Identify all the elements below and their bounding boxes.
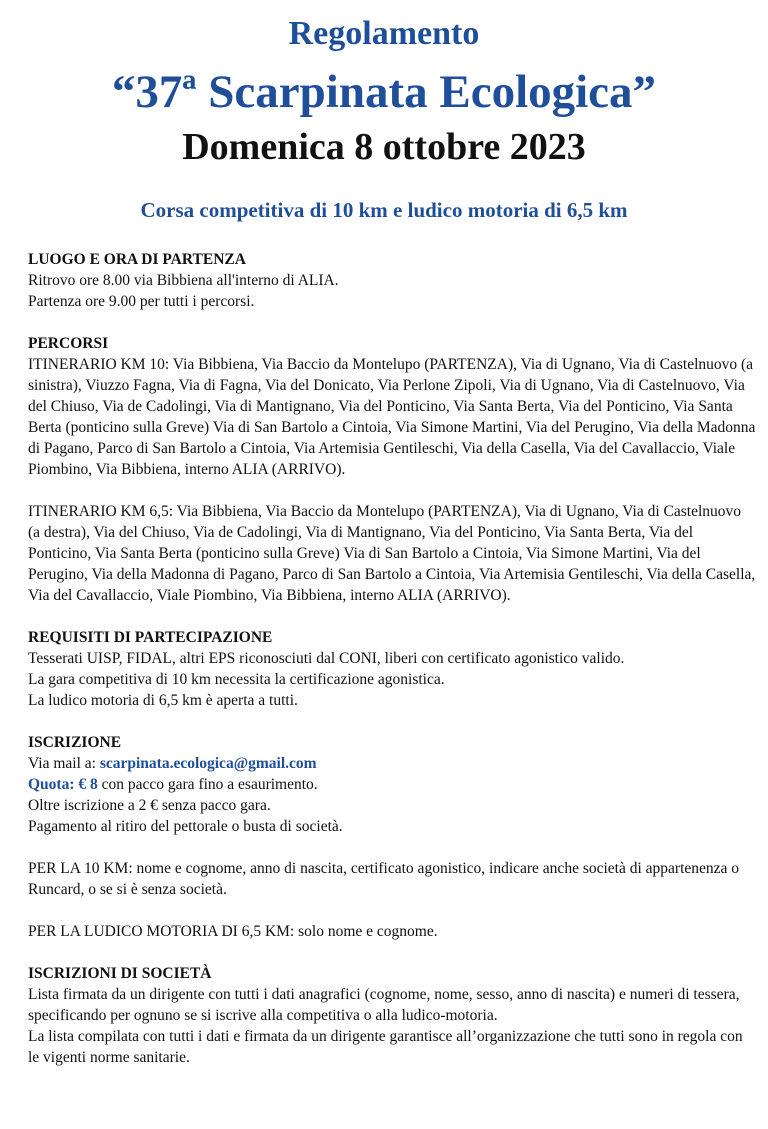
luogo-partenza: Partenza ore 9.00 per tutti i percorsi.: [28, 293, 255, 310]
spacer: [28, 312, 756, 333]
section-requisiti: [28, 627, 756, 711]
iscrizione-per-ludico: PER LA LUDICO MOTORIA DI 6,5 KM: solo nome e cognome.: [28, 923, 438, 940]
spacer: [28, 900, 756, 921]
title-regolamento: Regolamento: [288, 15, 480, 52]
iscrizione-pagamento: Pagamento al ritiro del pettorale o busta di società.: [28, 818, 343, 835]
title-date: Domenica 8 ottobre 2023: [182, 126, 586, 168]
itinerario-km65: ITINERARIO KM 6,5: Via Bibbiena, Via Baccio da Montelupo (PARTENZA), Via di Ugnano, Via di Castelnuovo (a destra), Via del Chiuso, Via de Cadolingi, Via di Mantignano, Via del Ponticino, Via Santa Berta, Via del Ponticino, Via Santa Berta (ponticino sulla Greve) Via di San Bartolo a Cintoia, Via Simone Martini, Via del Perugino, Via della Madonna di Pagano, Parco di San Bartolo a Cintoia, Via Artemisia Gentileschi, Via della Casella, Via del Cavallaccio, Viale Piombino, Via Bibbiena, interno ALIA (ARRIVO).: [28, 503, 756, 604]
subtitle-race-types: Corsa competitiva di 10 km e ludico motoria di 6,5 km: [140, 198, 628, 222]
spacer: [28, 837, 756, 858]
email-link[interactable]: scarpinata.ecologica@gmail.com: [99, 755, 317, 772]
quota-text: con pacco gara fino a esaurimento.: [97, 776, 318, 793]
title-event-name: “37ª Scarpinata Ecologica”: [111, 66, 657, 118]
iscrizione-oltre: Oltre iscrizione a 2 € senza pacco gara.: [28, 797, 271, 814]
heading-percorsi: PERCORSI: [28, 335, 109, 352]
requisiti-competitiva: La gara competitiva di 10 km necessita la certificazione agonistica.: [28, 671, 445, 688]
quota-label: Quota: € 8: [28, 776, 98, 793]
heading-societa: ISCRIZIONI DI SOCIETÀ: [28, 965, 212, 982]
spacer: [28, 606, 756, 627]
spacer: [28, 480, 756, 501]
societa-lista: Lista firmata da un dirigente con tutti i dati anagrafici (cognome, nome, sesso, anno di nascita) e numeri di tessera, specificando per ognuno se si iscrive alla competitiva o alla ludico-motoria.: [28, 986, 740, 1024]
mail-prefix: Via mail a:: [28, 755, 100, 772]
heading-luogo: LUOGO E ORA DI PARTENZA: [28, 251, 246, 268]
spacer: [28, 711, 756, 732]
heading-requisiti: REQUISITI DI PARTECIPAZIONE: [28, 629, 273, 646]
section-societa: [28, 963, 756, 1068]
section-iscrizione: [28, 732, 756, 942]
heading-iscrizione: ISCRIZIONE: [28, 734, 122, 751]
itinerario-km10: ITINERARIO KM 10: Via Bibbiena, Via Baccio da Montelupo (PARTENZA), Via di Ugnano, Via di Castelnuovo (a sinistra), Viuzzo Fagna, Via di Fagna, Via del Donicato, Via Perlone Zipoli, Via di Ugnano, Via di Castelnuovo, Via del Chiuso, Via de Cadolingi, Via di Mantignano, Via del Ponticino, Via Santa Berta, Via del Ponticino, Via Santa Berta (ponticino sulla Greve) Via di San Bartolo a Cintoia, Via Simone Martini, Via del Perugino, Via della Madonna di Pagano, Parco di San Bartolo a Cintoia, Via Artemisia Gentileschi, Via della Casella, Via del Cavallaccio, Viale Piombino, Via Bibbiena, interno ALIA (ARRIVO).: [28, 356, 756, 478]
section-percorsi: [28, 333, 756, 606]
requisiti-ludica: La ludico motoria di 6,5 km è aperta a tutti.: [28, 692, 298, 709]
spacer: [28, 942, 756, 963]
iscrizione-quota-line: [28, 774, 756, 795]
societa-garanzia: La lista compilata con tutti i dati e firmata da un dirigente garantisce all’organizzazione che tutti sono in regola con le vigenti norme sanitarie.: [28, 1028, 743, 1066]
requisiti-tesserati: Tesserati UISP, FIDAL, altri EPS riconosciuti dal CONI, liberi con certificato agonistico valido.: [28, 650, 625, 667]
iscrizione-mail-line: [28, 753, 756, 774]
luogo-ritrovo: Ritrovo ore 8.00 via Bibbiena all'interno di ALIA.: [28, 272, 339, 289]
document-body: [28, 249, 756, 1068]
section-luogo: [28, 249, 756, 312]
iscrizione-per-10km: PER LA 10 KM: nome e cognome, anno di nascita, certificato agonistico, indicare anche società di appartenenza o Runcard, o se si è senza società.: [28, 860, 740, 898]
